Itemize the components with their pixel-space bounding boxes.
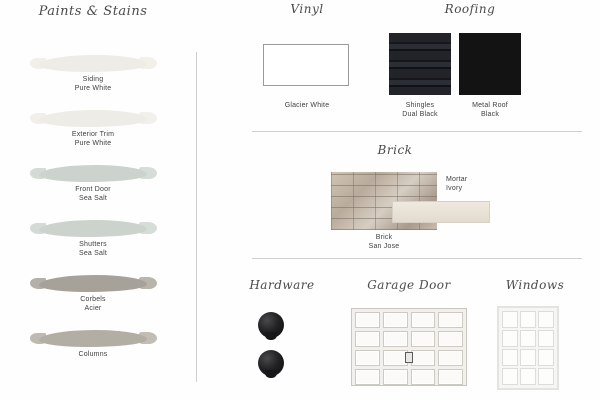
window-pane (538, 368, 554, 385)
garage-door-panel (411, 312, 436, 328)
paint-swatch-color-corbels: Acier (84, 305, 102, 313)
garage-door-row (355, 369, 463, 385)
garage-door-row (355, 312, 463, 328)
vinyl-caption: Glacier White (284, 102, 330, 109)
window-pane (520, 368, 536, 385)
brick-caption (331, 233, 437, 252)
window-pane (502, 311, 518, 328)
window-pane (502, 349, 518, 366)
garage-door-panel (411, 350, 436, 366)
horizontal-divider-top (252, 131, 582, 132)
door-knob-stem-secondary (265, 370, 277, 378)
paint-swatch-corbels[interactable] (0, 275, 186, 314)
garage-door-section-title: Garage Door (367, 278, 451, 292)
mortar-caption-line2: Ivory (446, 185, 463, 193)
garage-door-panel (438, 312, 463, 328)
paint-swatch-name-siding: Siding (82, 76, 104, 83)
garage-door-panel (411, 331, 436, 347)
window-pane (520, 349, 536, 366)
paint-brush-stroke-exterior-trim (39, 110, 147, 127)
paint-swatch-color-shutters: Sea Salt (78, 250, 108, 258)
garage-door-panel (438, 331, 463, 347)
paint-swatch-name-columns: Columns (78, 351, 108, 358)
roofing-caption-metal-line2: Black (480, 111, 500, 119)
windows-section-title: Windows (505, 278, 565, 292)
paint-swatch-name-shutters: Shutters (79, 241, 107, 248)
paint-swatch-color-front-door: Sea Salt (78, 195, 108, 203)
paint-brush-stroke-siding (39, 55, 147, 72)
garage-door-panel (355, 312, 380, 328)
mortar-swatch[interactable] (392, 201, 490, 223)
paints-section-title: Paints & Stains (38, 4, 148, 19)
paint-swatch-front-door[interactable] (0, 165, 186, 204)
vinyl-swatch[interactable] (263, 44, 349, 86)
garage-door-panel (383, 331, 408, 347)
roofing-caption-metal-roof (449, 101, 531, 120)
hardware-section-title: Hardware (249, 278, 315, 292)
horizontal-divider-bottom (252, 258, 582, 259)
vinyl-section-title: Vinyl (290, 2, 324, 16)
paint-swatch-name-corbels: Corbels (80, 296, 106, 303)
paint-swatch-exterior-trim[interactable] (0, 110, 186, 149)
vertical-divider (196, 52, 197, 382)
paints-and-stains-section (0, 0, 186, 400)
paint-brush-stroke-corbels (39, 275, 147, 292)
mortar-caption (446, 175, 526, 194)
window-pane (538, 311, 554, 328)
garage-door-panel (438, 350, 463, 366)
window-pane (538, 349, 554, 366)
garage-door-handle-icon (405, 352, 413, 363)
brick-section-title: Brick (377, 143, 413, 157)
garage-door-panel (355, 350, 380, 366)
garage-door-row (355, 331, 463, 347)
window-pane (520, 330, 536, 347)
window-pane (502, 330, 518, 347)
window-pane (502, 368, 518, 385)
window-pane (538, 330, 554, 347)
paint-swatch-shutters[interactable] (0, 220, 186, 259)
roofing-caption-shingles-line1: Shingles (405, 102, 435, 109)
window-swatch[interactable] (497, 306, 559, 390)
paint-swatch-name-exterior-trim: Exterior Trim (71, 131, 115, 138)
paint-brush-stroke-shutters (39, 220, 147, 237)
brick-caption-line2: San Jose (368, 243, 400, 251)
paint-brush-stroke-front-door (39, 165, 147, 182)
garage-door-panel (355, 331, 380, 347)
window-pane (520, 311, 536, 328)
roofing-caption-shingles-line2: Dual Black (402, 111, 438, 119)
paint-swatch-siding[interactable] (0, 55, 186, 94)
paint-swatch-color-siding: Pure White (74, 85, 112, 93)
garage-door-panel (438, 369, 463, 385)
paint-swatch-columns[interactable] (0, 330, 186, 359)
roofing-caption-metal-line1: Metal Roof (472, 102, 508, 109)
garage-door-panel (383, 312, 408, 328)
roofing-swatch-shingles[interactable] (389, 33, 451, 95)
paint-swatch-color-exterior-trim: Pure White (74, 140, 112, 148)
garage-door-panel (383, 369, 408, 385)
roofing-swatch-metal-roof[interactable] (459, 33, 521, 95)
garage-door-swatch[interactable] (351, 308, 467, 386)
garage-door-panel (411, 369, 436, 385)
paint-brush-stroke-columns (39, 330, 147, 347)
door-knob-stem (265, 332, 277, 340)
paint-swatch-name-front-door: Front Door (75, 186, 111, 193)
roofing-section-title: Roofing (444, 2, 496, 16)
mortar-caption-line1: Mortar (446, 176, 468, 183)
garage-door-panel (355, 369, 380, 385)
brick-caption-line1: Brick (375, 234, 393, 241)
garage-door-panel (383, 350, 408, 366)
